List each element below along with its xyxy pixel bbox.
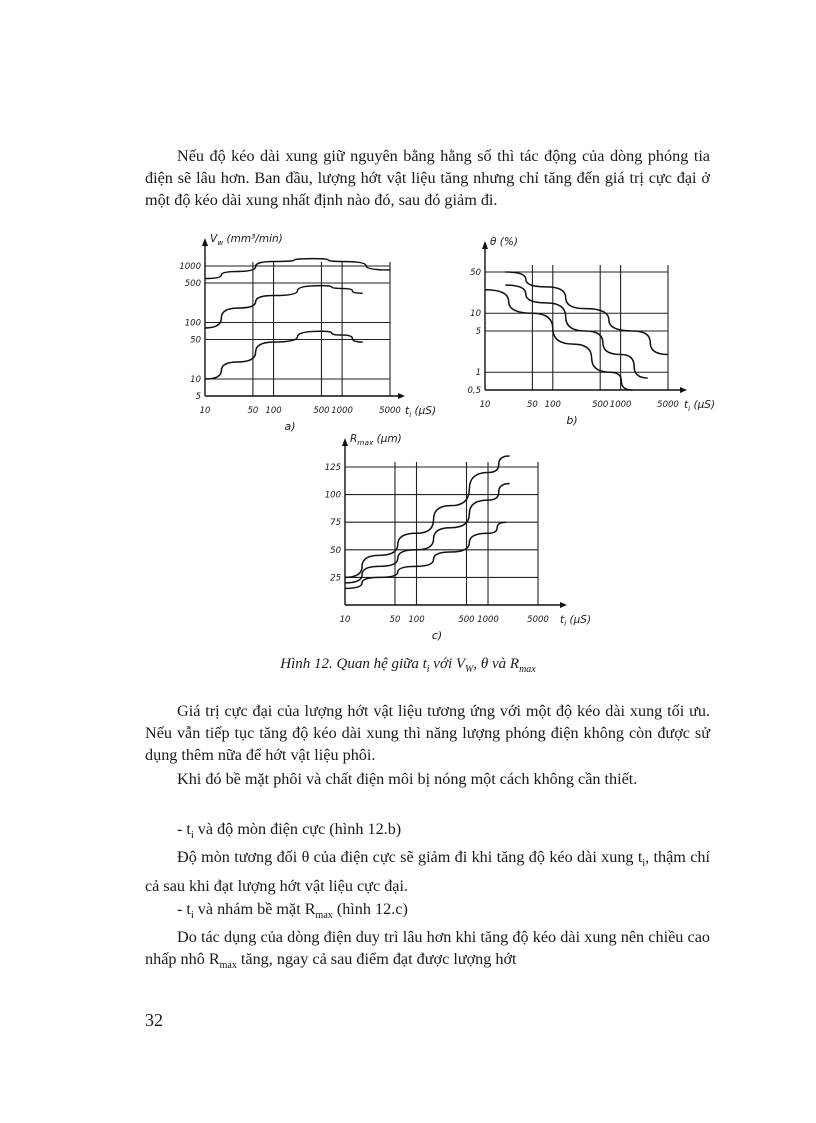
y-tick-label: 1	[475, 368, 481, 379]
y-tick-label: 50	[330, 545, 341, 556]
x-tick-label: 1000	[331, 406, 353, 416]
chart-a	[179, 233, 436, 433]
paragraph-2: Giá trị cực đại của lượng hớt vật liệu tương ứng với một độ kéo dài xung tối ưu. Nếu vẫn tiếp tục tăng độ kéo dài xung thì năng lượng phóng điện không còn được sử dụng thêm nữa để hớt vật liệu phôi.	[145, 702, 710, 764]
series-line	[205, 259, 390, 279]
x-axis-label: $t_i$ (µS)	[684, 399, 716, 413]
x-axis-arrow	[560, 602, 567, 608]
x-tick-label: 10	[339, 615, 351, 625]
y-tick-label: 5	[195, 392, 201, 402]
y-tick-label: 25	[330, 573, 341, 584]
y-tick-label: 50	[470, 268, 481, 278]
x-tick-label: 1000	[477, 615, 499, 625]
y-axis-arrow	[202, 238, 208, 246]
paragraph-1: Nếu độ kéo dài xung giữ nguyên bằng hằng số thì tác động của dòng phóng tia điện sẽ lâu hơn. Ban đầu, lượng hớt vật liệu tăng nhưng chỉ tăng đến giá trị cực đại ở một độ kéo dài xung nhất định nào đó, sau đó giảm đi.	[145, 147, 710, 209]
paragraph-7: Do tác dụng của dòng điện duy trì lâu hơn khi tăng độ kéo dài xung nên chiều cao nhấp nhô $R_{max}$ tăng, ngay cả sau điểm đạt được lượng hớt	[145, 928, 710, 972]
series-line	[205, 331, 363, 379]
chart-c	[325, 433, 591, 642]
x-tick-label: 500	[458, 615, 475, 625]
x-tick-label: 100	[544, 400, 561, 410]
y-tick-label: 500	[184, 279, 201, 290]
x-tick-label: 1000	[609, 400, 632, 410]
paragraph-5: Độ mòn tương đối θ của điện cực sẽ giảm đi khi tăng độ kéo dài xung $t_i$, thậm chí cả sau khi đạt lượng hớt vật liệu cực đại.	[145, 848, 710, 896]
panel-label: a)	[284, 420, 296, 433]
y-axis-arrow	[342, 438, 348, 446]
x-tick-label: 5000	[657, 400, 679, 410]
y-tick-label: 10	[190, 374, 201, 385]
figure-caption: Hình 12. Quan hệ giữa $t_i$ với $V_W$, θ và $R_{max}$	[280, 656, 536, 675]
y-tick-label: 100	[324, 490, 341, 501]
y-tick-label: 1000	[179, 262, 201, 272]
x-tick-label: 10	[199, 406, 211, 416]
chart-b	[467, 236, 715, 427]
y-axis-arrow	[482, 241, 488, 249]
x-tick-label: 50	[389, 615, 401, 625]
series-line	[205, 286, 363, 328]
x-axis-label: $t_i$ (µS)	[560, 614, 592, 628]
y-tick-label: 5	[475, 327, 481, 337]
y-axis-label: θ (%)	[490, 236, 518, 248]
x-tick-label: 50	[526, 400, 538, 410]
y-tick-label: 100	[184, 318, 201, 329]
y-tick-label: 0,5	[467, 386, 481, 396]
x-tick-label: 500	[313, 406, 330, 416]
x-axis-arrow	[680, 387, 687, 393]
y-tick-label: 10	[470, 309, 481, 320]
x-tick-label: 5000	[527, 615, 549, 625]
y-tick-label: 75	[330, 518, 341, 529]
x-tick-label: 50	[247, 406, 259, 416]
x-tick-label: 500	[592, 400, 609, 410]
panel-label: b)	[566, 414, 578, 427]
x-tick-label: 5000	[379, 406, 401, 416]
y-axis-label: $R_{max}$ (µm)	[350, 433, 402, 447]
series-line	[345, 456, 510, 577]
y-axis-label: $V_w$ (mm³/min)	[210, 233, 283, 247]
x-tick-label: 100	[408, 615, 425, 625]
x-axis-label: $t_i$ (µS)	[405, 405, 437, 419]
paragraph-3: Khi đó bề mặt phôi và chất điện môi bị nóng một cách không cần thiết.	[177, 770, 638, 788]
panel-label: c)	[431, 629, 443, 642]
x-tick-label: 10	[479, 400, 491, 410]
y-tick-label: 50	[190, 335, 201, 346]
x-tick-label: 100	[265, 406, 282, 416]
paragraph-4: - $t_i$ và độ mòn điện cực (hình 12.b)	[177, 820, 402, 842]
x-axis-arrow	[398, 393, 405, 399]
paragraph-6: - $t_i$ và nhám bề mặt $R_{max}$ (hình 12.c)	[177, 900, 408, 922]
page-number: 32	[145, 1010, 163, 1030]
y-tick-label: 125	[324, 463, 341, 473]
